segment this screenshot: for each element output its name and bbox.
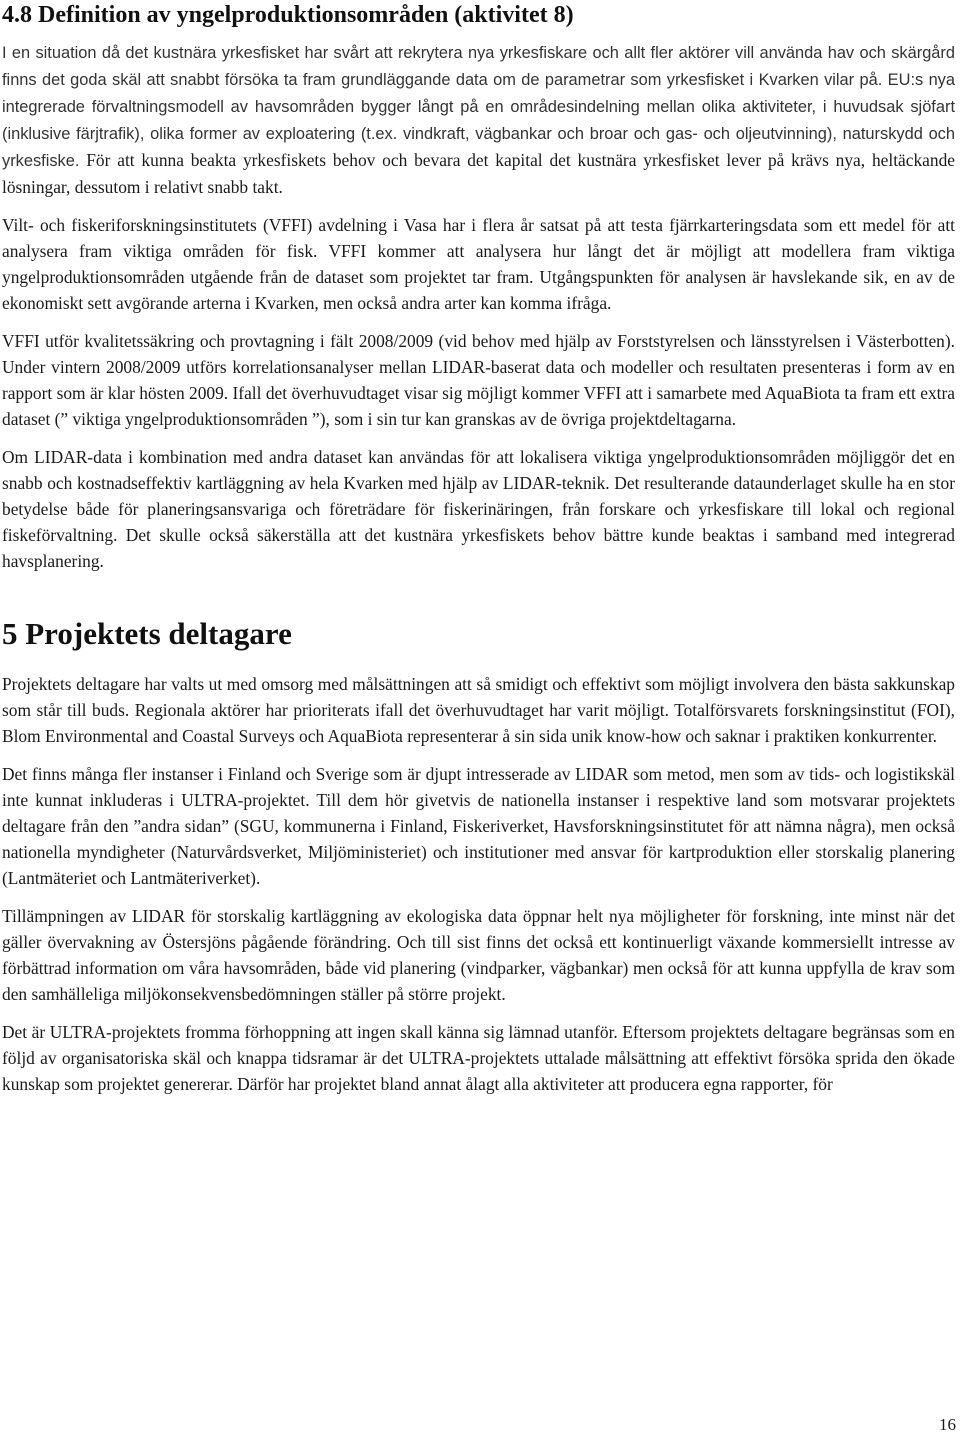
paragraph: Det är ULTRA-projektets fromma förhoppning att ingen skall känna sig lämnad utanför. Eftersom projektets deltagare begränsas som en följd av organisatoriska skäl och knappa tidsramar är det ULTRA-projektets uttalade målsättning att effektivt försöka sprida den ökade kunskap som projektet genererar. Därför har projektet bland annat ålagt alla aktiviteter att producera egna rapporter, för bbox=[2, 1022, 955, 1094]
section-spacer bbox=[2, 586, 955, 614]
paragraph: VFFI utför kvalitetssäkring och provtagning i fält 2008/2009 (vid behov med hjälp av Forststyrelsen och länsstyrelsen i Västerbotten). Under vintern 2008/2009 utförs korrelationsanalyser mellan LIDAR-baserat data och modeller och resultaten presenteras i form av en rapport som är klar hösten 2009. Ifall det överhuvudtaget visar sig möjligt kommer VFFI att i samarbete med AquaBiota ta fram ett extra dataset (” viktiga yngelproduktionsområden ”), som i sin tur kan granskas av de övriga projektdeltagarna. bbox=[2, 331, 955, 429]
paragraph: Vilt- och fiskeriforskningsinstitutets (VFFI) avdelning i Vasa har i flera år satsat på att testa fjärrkarteringsdata som ett medel för att analysera fram viktiga områden för fisk. VFFI kommer att analysera hur långt det är möjligt att modellera fram viktiga yngelproduktionsområden utgående från de dataset som projektet tar fram. Utgångspunkten för analysen är havslekande sik, en av de ekonomiskt sett avgörande arterna i Kvarken, men också andra arter kan komma ifråga. bbox=[2, 215, 955, 313]
paragraph: Projektets deltagare har valts ut med omsorg med målsättningen att så smidigt och effektivt som möjligt involvera den bästa sakkunskap som står till buds. Regionala aktörer har prioriterats ifall det överhuvudtaget har varit möjligt. Totalförsvarets forskningsinstitut (FOI), Blom Environmental and Coastal Surveys och AquaBiota representerar å sin sida unik know-how och saknar i praktiken konkurrenter. bbox=[2, 674, 955, 746]
paragraph bbox=[2, 39, 955, 200]
paragraph: Tillämpningen av LIDAR för storskalig kartläggning av ekologiska data öppnar helt nya möjligheter för forskning, inte minst när det gäller övervakning av Östersjöns pågående förändring. Och till sist finns det också ett kontinuerligt växande kommersiellt intresse av förbättrad information om våra havsområden, både vid planering (vindparker, vägbankar) men också för att kunna uppfylla de krav som den samhälleliga miljökonsekvensbedömningen ställer på större projekt. bbox=[2, 906, 955, 1004]
document-page bbox=[2, 0, 955, 1109]
page-number: 16 bbox=[939, 1415, 956, 1434]
section-heading-4-8: 4.8 Definition av yngelproduktionsområden (aktivitet 8) bbox=[2, 2, 574, 28]
paragraph: Om LIDAR-data i kombination med andra dataset kan användas för att lokalisera viktiga yngelproduktionsområden möjliggör det en snabb och kostnadseffektiv kartläggning av hela Kvarken med hjälp av LIDAR-teknik. Det resulterande dataunderlaget skulle ha en stor betydelse både för planeringsansvariga och företrädare för fiskerinäringen, från forskare och yrkesfiskare till lokal och regional fiskeförvaltning. Det skulle också säkerställa att det kustnära yrkesfiskets behov bättre kunde beaktas i samband med integrerad havsplanering. bbox=[2, 447, 955, 571]
section-heading-5: 5 Projektets deltagare bbox=[2, 616, 292, 651]
paragraph: Det finns många fler instanser i Finland och Sverige som är djupt intresserade av LIDAR som metod, men som av tids- och logistikskäl inte kunnat inkluderas i ULTRA-projektet. Till dem hör givetvis de nationella instanser i respektive land som motsvarar projektets deltagare från den ”andra sidan” (SGU, kommunerna i Finland, Fiskeriverket, Havsforskningsinstitutet för att nämna några), men också nationella myndigheter (Naturvårdsverket, Miljöministeriet) och institutioner med ansvar för kartproduktion eller storskalig planering (Lantmäteriet och Lantmäteriverket). bbox=[2, 764, 955, 888]
paragraph-serif-text: För att kunna beakta yrkesfiskets behov och bevara det kapital det kustnära yrkesfisket lever på krävs nya, heltäckande lösningar, dessutom i relativt snabb takt. bbox=[2, 150, 955, 197]
paragraph-sans-text: I en situation då det kustnära yrkesfisket har svårt att rekrytera nya yrkesfiskare och allt fler aktörer vill använda hav och skärgård finns det goda skäl att snabbt försöka ta fram grundläggande data om de parametrar som yrkesfisket i Kvarken vilar på. EU:s nya integrerade förvaltningsmodell av havsområden bygger långt på en områdesindelning mellan olika aktiviteter, i huvudsak sjöfart (inklusive färjtrafik), olika former av exploatering (t.ex. vindkraft, vägbankar och broar och gas- och oljeutvinning), naturskydd och yrkesfiske. bbox=[2, 44, 955, 170]
